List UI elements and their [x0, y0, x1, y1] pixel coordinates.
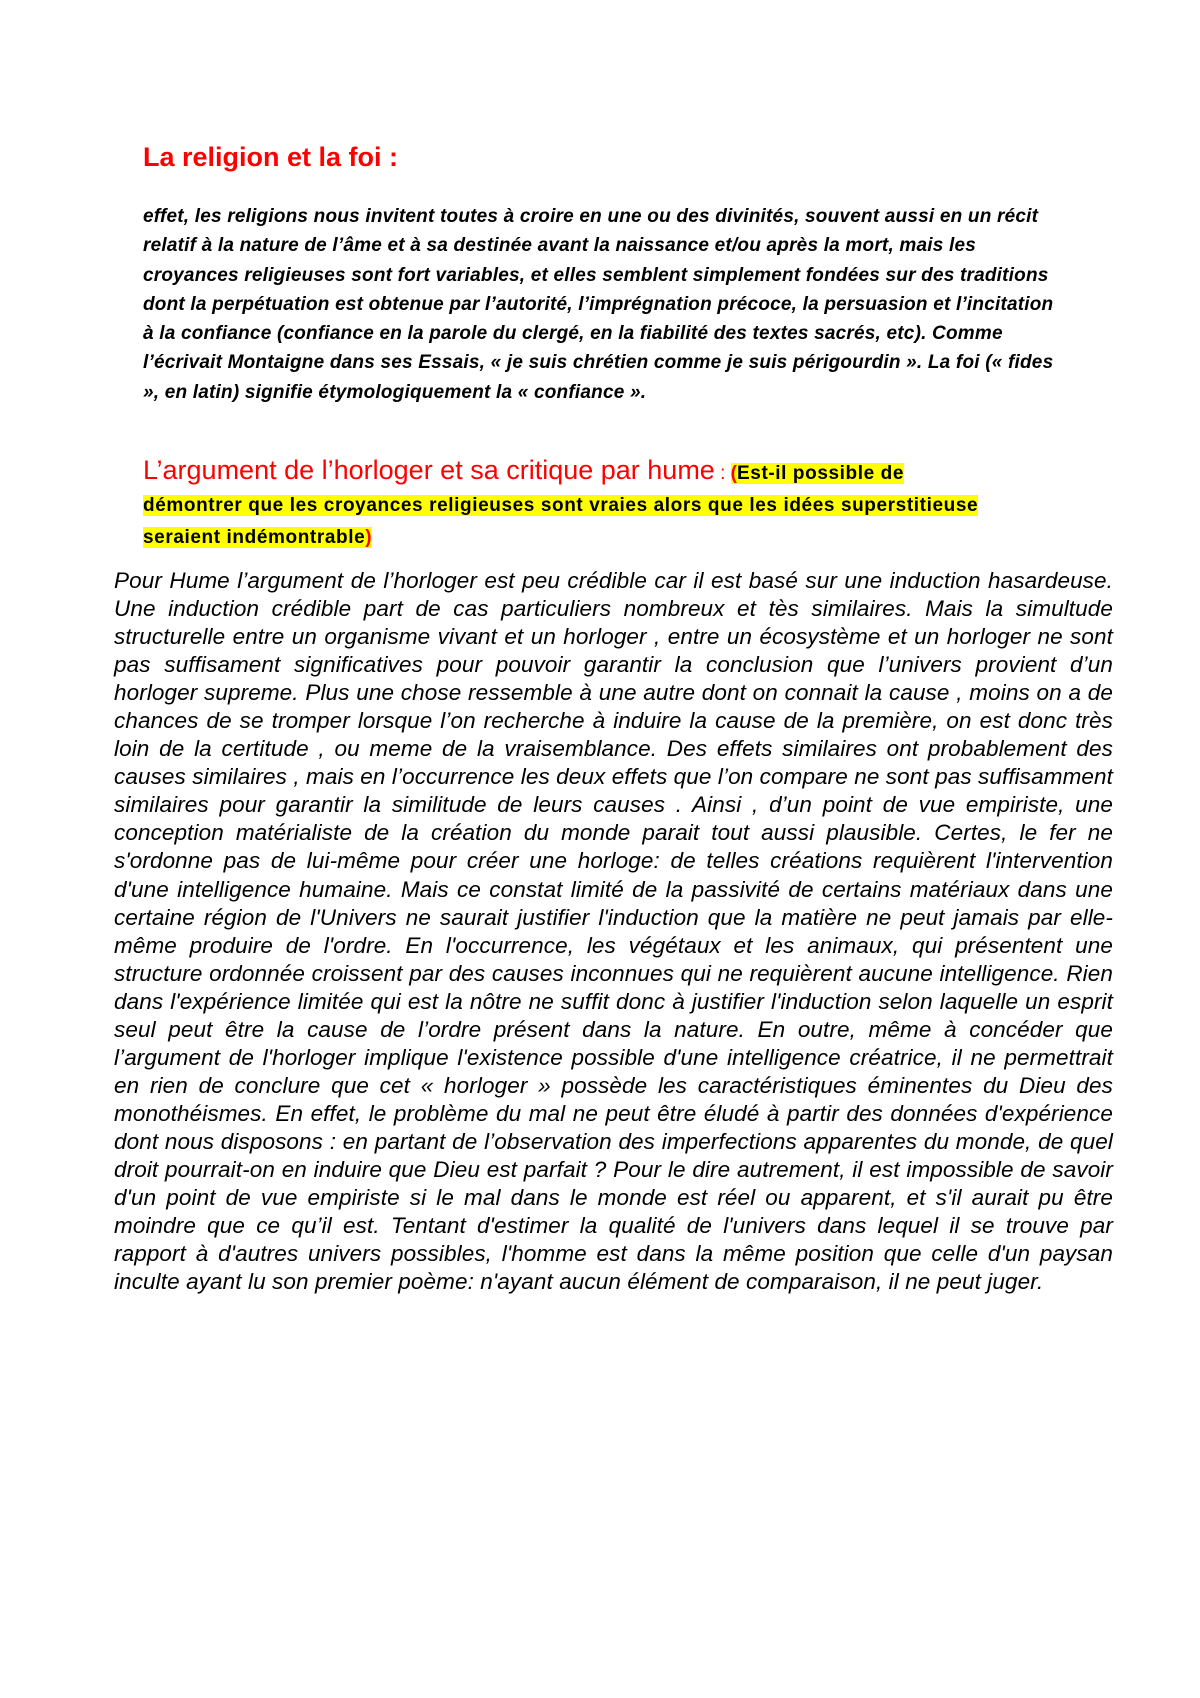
title-colon: :	[714, 463, 731, 484]
highlighted-question: Est-il possible de démontrer que les croyances religieuses sont vraies alors que les idées superstitieuse seraient indémontrable	[143, 463, 979, 548]
paragraph-critique-hume: Pour Hume l’argument de l’horloger est peu crédible car il est basé sur une induction hasardeuse. Une induction crédible part de cas particuliers nombreux et tès similaires. Mais la simultude structurelle entre un organisme vivant et un horloger , entre un écosystème et un horloger ne sont pas suffisament significatives pour pouvoir garantir la conclusion que l’univers provient d’un horloger supreme. Plus une chose ressemble à une autre dont on connait la cause , moins on a de chances de se tromper lorsque l’on recherche à induire la cause de la première, on est donc très loin de la certitude , ou meme de la vraisemblance. Des effets similaires ont probablement des causes similaires , mais en l’occurrence les deux effets que l’on compare ne sont pas suffisamment similaires pour garantir la similitude de leurs causes . Ainsi , d’un point de vue empiriste, une conception matérialiste de la création du monde parait tout aussi plausible. Certes, le fer ne s'ordonne pas de lui-même pour créer une horloge: de telles créations requièrent l'intervention d'une intelligence humaine. Mais ce constat limité de la passivité de certains matériaux dans une certaine région de l'Univers ne saurait justifier l'induction que la matière ne peut jamais par elle-même produire de l'ordre. En l'occurrence, les végétaux et les animaux, qui présentent une structure ordonnée croissent par des causes inconnues qui ne requièrent aucune intelligence. Rien dans l'expérience limitée qui est la nôtre ne suffit donc à justifier l'induction selon laquelle un esprit seul peut être la cause de l’ordre présent dans la nature. En outre, même à concéder que l’argument de l'horloger implique l'existence possible d'une intelligence créatrice, il ne permettrait en rien de conclure que cet « horloger » possède les caractéristiques éminentes du Dieu des monothéismes. En effet, le problème du mal ne peut être éludé à partir des données d'expérience dont nous disposons : en partant de l’observation des imperfections apparentes du monde, de quel droit pourrait-on en induire que Dieu est parfait ? Pour le dire autrement, il est impossible de savoir d'un point de vue empiriste si le mal dans le monde est réel ou apparent, et s'il aurait pu être moindre que ce qu’il est. Tentant d'estimer la qualité de l'univers dans lequel il se trouve par rapport à d'autres univers possibles, l'homme est dans la même position que celle d'un paysan inculte ayant lu son premier poème: n'ayant aucun élément de comparaison, il ne peut juger.	[114, 568, 1114, 1295]
question-open-paren: (	[730, 463, 737, 484]
paragraph-religion-foi: effet, les religions nous invitent toutes à croire en une ou des divinités, souvent aussi en un récit relatif à la nature de l’âme et à sa destinée avant la naissance et/ou après la mort, mais les croyances religieuses sont fort variables, et elles semblent simplement fondées sur des traditions dont la perpétuation est obtenue par l’autorité, l’imprégnation précoce, la persuasion et l’incitation à la confiance (confiance en la parole du clergé, en la fiabilité des textes sacrés, etc). Comme l’écrivait Montaigne dans ses Essais, « je suis chrétien comme je suis périgourdin ». La foi (« fides », en latin) signifie étymologiquement la « confiance ».	[143, 206, 1054, 403]
section-title-religion-foi: La religion et la foi :	[143, 142, 399, 172]
section-title-horloger: L’argument de l’horloger et sa critique par hume	[143, 455, 715, 485]
section-heading-horloger	[143, 455, 1003, 554]
question-close-paren: )	[365, 527, 372, 548]
